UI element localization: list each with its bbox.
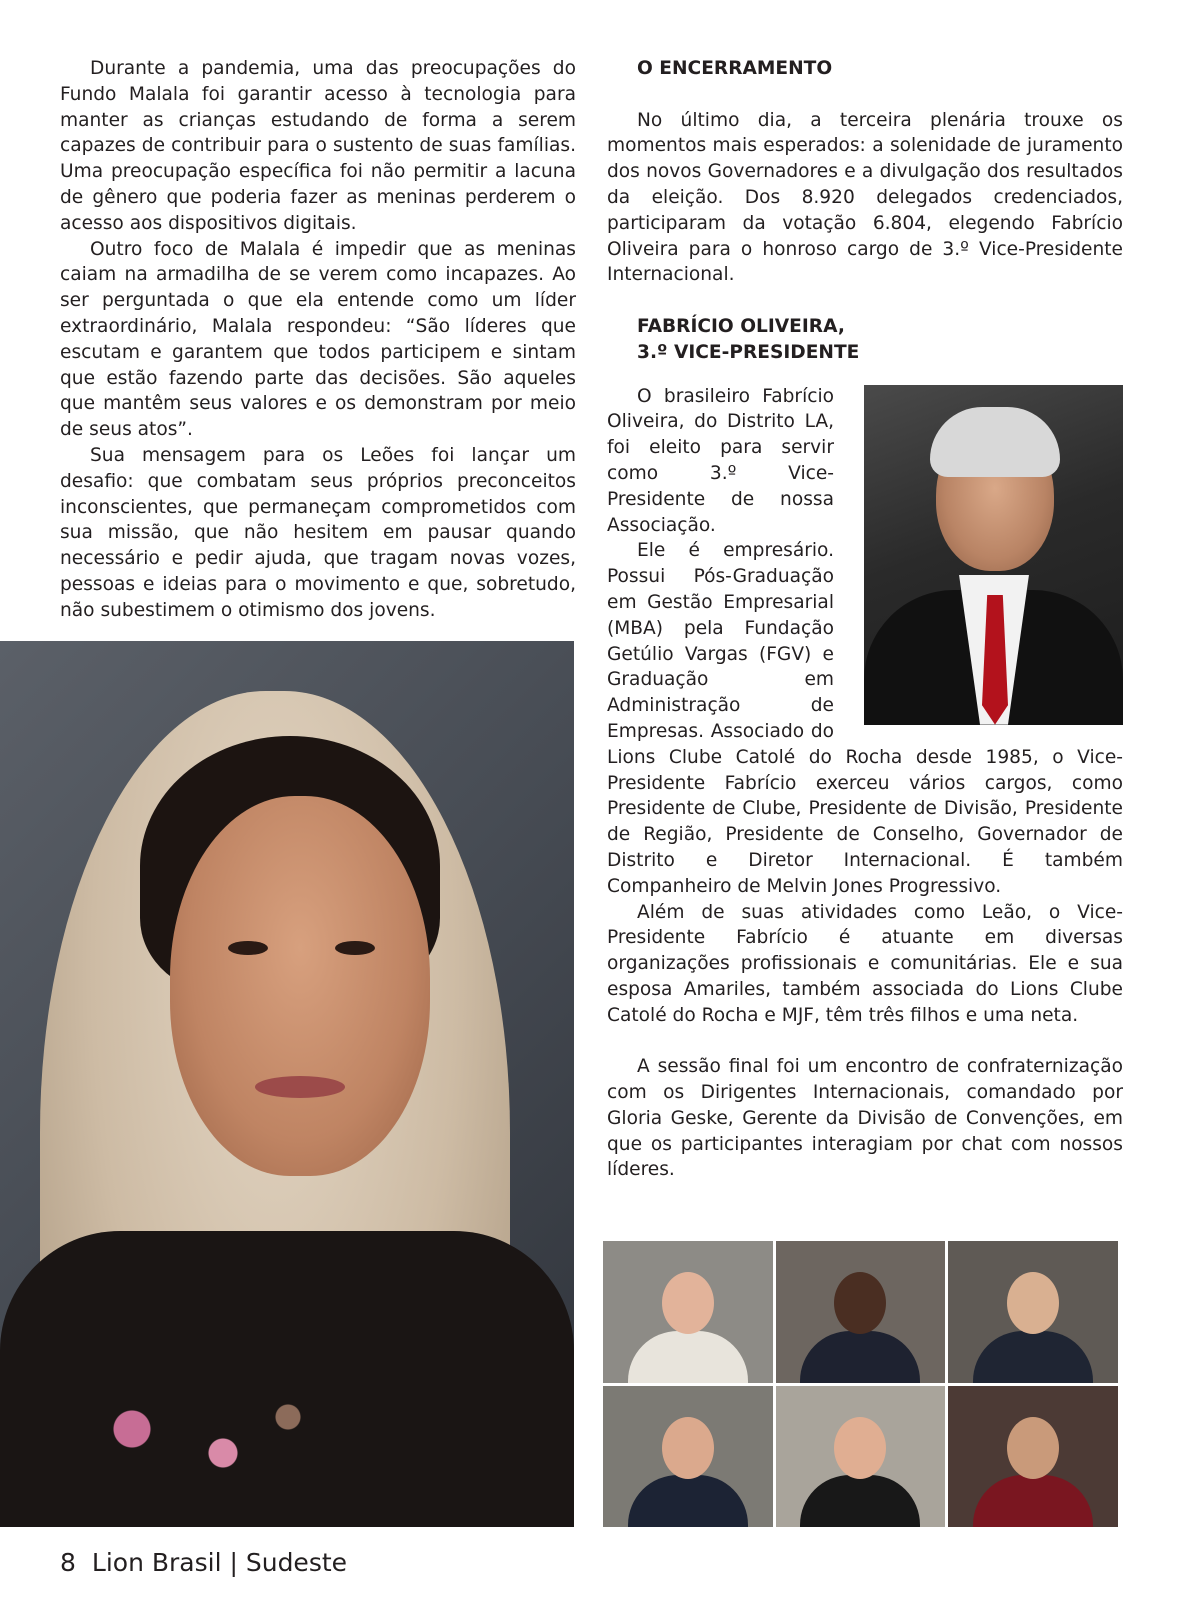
- section-heading-closing: O ENCERRAMENTO: [637, 58, 833, 79]
- paragraph: Outro foco de Malala é impedir que as meninas caiam na armadilha de se verem como incapazes. Ao ser perguntada o que ela entende como um líder extraordinário, Malala respondeu: “São líderes que escutam e garantem que todos participem e sintam que estão fazendo parte das decisões. São aqueles que mantêm seus valores e os demonstram por meio de seus atos”.: [60, 238, 576, 441]
- person-head: [662, 1417, 714, 1479]
- section-heading-vp-line2: 3.º VICE-PRESIDENTE: [637, 341, 860, 363]
- hair: [930, 407, 1060, 477]
- video-tile: [603, 1386, 773, 1528]
- video-tile: [948, 1386, 1118, 1528]
- paragraph: Ele é empresário. Possui Pós-Graduação em Gestão Empresarial (MBA) pela Fundação Getúlio Vargas (FGV) e Graduação em Administração de Empresas. Associado do Lions Clube Catolé do Rocha desde 1985, o Vice-Presidente Fabrício exerceu vários cargos, como Presidente de Clube, Presidente de Divisão, Presidente de Região, Presidente de Conselho, Governador de Distrito e Diretor Internacional. É também Companheiro de Melvin Jones Progressivo.: [607, 540, 1123, 897]
- person-body: [628, 1475, 748, 1527]
- person-body: [800, 1331, 920, 1383]
- video-tile: [603, 1241, 773, 1383]
- embroidery: [80, 1381, 340, 1501]
- paragraph: Sua mensagem para os Leões foi lançar um desafio: que combatam seus próprios preconceitos inconscientes, que permaneçam comprometidos com sua missão, que não hesitem em pausar quando necessário e pedir ajuda, que tragam novas vozes, pessoas e ideias para o movimento e que, sobretudo, não subestimem o otimismo dos jovens.: [60, 444, 576, 621]
- face: [170, 796, 430, 1176]
- section-heading-vp-line1: FABRÍCIO OLIVEIRA,: [637, 315, 845, 337]
- person-body: [973, 1475, 1093, 1527]
- person-head: [834, 1417, 886, 1479]
- video-tile: [776, 1241, 946, 1383]
- right-eye: [335, 941, 375, 955]
- paragraph: O brasileiro Fabrício Oliveira, do Distrito LA, foi eleito para servir como 3.º Vice-Presidente de nossa Associação.: [607, 385, 834, 536]
- person-head: [834, 1272, 886, 1334]
- person-head: [1007, 1272, 1059, 1334]
- left-column: [60, 56, 576, 624]
- malala-photo: [0, 641, 574, 1527]
- person-body: [973, 1331, 1093, 1383]
- paragraph: Durante a pandemia, uma das preocupações do Fundo Malala foi garantir acesso à tecnologia para manter as crianças estudando de forma a serem capazes de contribuir para o sustento de suas famílias. Uma preocupação específica foi não permitir a lacuna de gênero que poderia fazer as meninas perderem o acesso aos dispositivos digitais.: [60, 58, 576, 234]
- paragraph: No último dia, a terceira plenária trouxe os momentos mais esperados: a solenidade de juramento dos novos Governadores e a divulgação dos resultados da eleição. Dos 8.920 delegados credenciados, participaram da votação 6.804, elegendo Fabrício Oliveira para o honroso cargo de 3.º Vice-Presidente Internacional.: [607, 109, 1123, 286]
- left-eye: [228, 941, 268, 955]
- page-footer: [60, 1548, 347, 1578]
- page-number: 8: [60, 1548, 76, 1577]
- publication-title: Lion Brasil | Sudeste: [91, 1548, 348, 1577]
- person-head: [1007, 1417, 1059, 1479]
- video-call-grid: [603, 1241, 1118, 1527]
- video-tile: [948, 1241, 1118, 1383]
- person-head: [662, 1272, 714, 1334]
- paragraph: A sessão final foi um encontro de confraternização com os Dirigentes Internacionais, comandado por Gloria Geske, Gerente da Divisão de Convenções, em que os participantes interagiam por chat com nossos líderes.: [607, 1056, 1123, 1181]
- lips: [255, 1076, 345, 1098]
- person-body: [628, 1331, 748, 1383]
- video-tile: [776, 1386, 946, 1528]
- right-column: [607, 56, 1123, 1183]
- person-body: [800, 1475, 920, 1527]
- paragraph: Além de suas atividades como Leão, o Vice-Presidente Fabrício é atuante em diversas organizações profissionais e comunitárias. Ele e sua esposa Amariles, também associada do Lions Clube Catolé do Rocha e MJF, têm três filhos e uma neta.: [607, 901, 1123, 1026]
- vice-president-portrait: [864, 385, 1123, 725]
